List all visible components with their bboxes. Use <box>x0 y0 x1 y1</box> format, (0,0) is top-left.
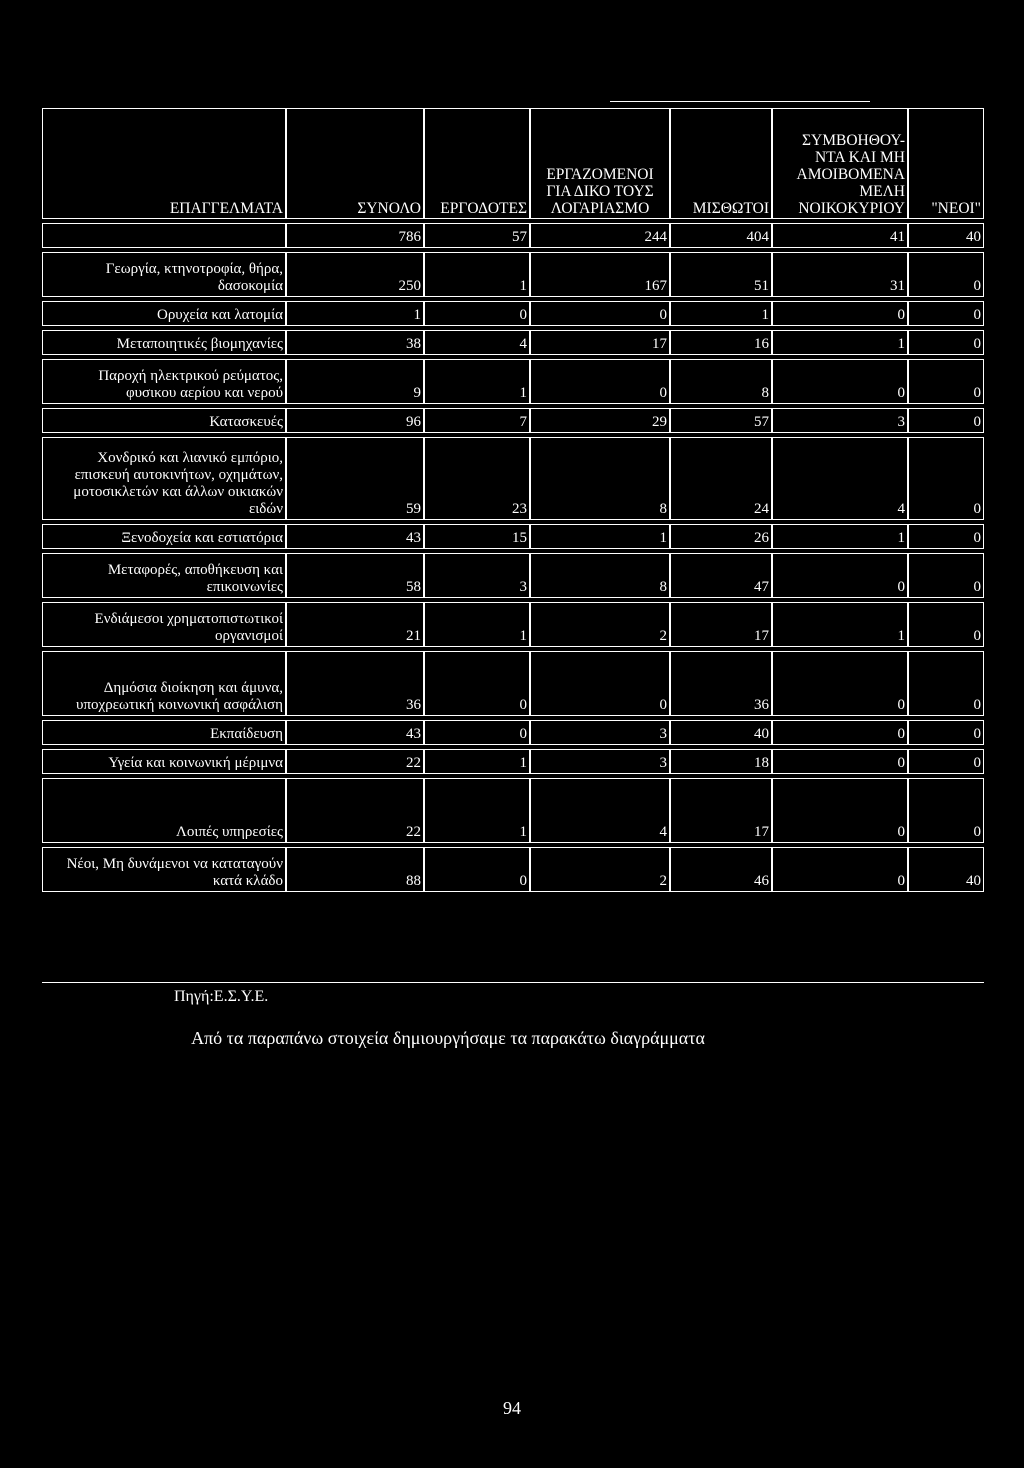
cell-family: 0 <box>772 720 908 745</box>
cell-employers: 1 <box>424 602 530 647</box>
cell-label: Μεταποιητικές βιομηχανίες <box>42 330 286 355</box>
cell-salaried: 16 <box>670 330 772 355</box>
cell-label: Ορυχεία και λατομία <box>42 301 286 326</box>
cell-total: 43 <box>286 720 424 745</box>
table-row <box>42 301 984 326</box>
cell-total: 96 <box>286 408 424 433</box>
header-self-employed: ΕΡΓΑΖΟΜΕΝΟΙ ΓΙΑ ΔΙΚΟ ΤΟΥΣ ΛΟΓΑΡΙΑΣΜΟ <box>530 108 670 219</box>
header-employers: ΕΡΓΟΔΟΤΕΣ <box>424 108 530 219</box>
cell-employers: 1 <box>424 252 530 297</box>
cell-salaried: 24 <box>670 437 772 520</box>
cell-new: 0 <box>908 602 984 647</box>
page-number: 94 <box>503 1398 521 1418</box>
cell-employers: 0 <box>424 847 530 892</box>
header-salaried: ΜΙΣΘΩΤΟΙ <box>670 108 772 219</box>
cell-employers: 3 <box>424 553 530 598</box>
totals-salaried: 404 <box>670 223 772 248</box>
cell-self-employed: 0 <box>530 301 670 326</box>
cell-new: 0 <box>908 720 984 745</box>
cell-family: 0 <box>772 847 908 892</box>
table-row <box>42 651 984 716</box>
cell-self-employed: 4 <box>530 778 670 843</box>
cell-family: 0 <box>772 651 908 716</box>
table-row <box>42 720 984 745</box>
table-row <box>42 749 984 774</box>
cell-salaried: 17 <box>670 602 772 647</box>
cell-employers: 0 <box>424 301 530 326</box>
cell-family: 0 <box>772 301 908 326</box>
cell-label: Παροχή ηλεκτρικού ρεύματος, φυσικου αερίου και νερού <box>42 359 286 404</box>
cell-label: Δημόσια διοίκηση και άμυνα, υποχρεωτική κοινωνική ασφάλιση <box>42 651 286 716</box>
cell-new: 0 <box>908 651 984 716</box>
cell-salaried: 8 <box>670 359 772 404</box>
cell-employers: 4 <box>424 330 530 355</box>
totals-self-employed: 244 <box>530 223 670 248</box>
cell-total: 59 <box>286 437 424 520</box>
cell-total: 58 <box>286 553 424 598</box>
cell-total: 250 <box>286 252 424 297</box>
cell-self-employed: 0 <box>530 359 670 404</box>
totals-total: 786 <box>286 223 424 248</box>
cell-label: Ξενοδοχεία και εστιατόρια <box>42 524 286 549</box>
cell-self-employed: 2 <box>530 602 670 647</box>
cell-self-employed: 29 <box>530 408 670 433</box>
totals-new: 40 <box>908 223 984 248</box>
cell-new: 0 <box>908 437 984 520</box>
cell-total: 22 <box>286 749 424 774</box>
bottom-rule <box>42 982 984 983</box>
cell-new: 0 <box>908 778 984 843</box>
table-row <box>42 330 984 355</box>
cell-new: 0 <box>908 330 984 355</box>
cell-self-employed: 8 <box>530 437 670 520</box>
cell-new: 0 <box>908 524 984 549</box>
cell-salaried: 40 <box>670 720 772 745</box>
cell-salaried: 47 <box>670 553 772 598</box>
cell-label: Ενδιάμεσοι χρηματοπιστωτικοί οργανισμοί <box>42 602 286 647</box>
cell-label: Λοιπές υπηρεσίες <box>42 778 286 843</box>
cell-family: 0 <box>772 359 908 404</box>
table-row <box>42 553 984 598</box>
cell-label: Μεταφορές, αποθήκευση και επικοινωνίες <box>42 553 286 598</box>
cell-salaried: 57 <box>670 408 772 433</box>
caption-text <box>0 1028 896 1049</box>
cell-employers: 1 <box>424 778 530 843</box>
cell-family: 0 <box>772 553 908 598</box>
cell-family: 0 <box>772 778 908 843</box>
cell-family: 3 <box>772 408 908 433</box>
cell-salaried: 51 <box>670 252 772 297</box>
header-new: "ΝΕΟΙ" <box>908 108 984 219</box>
cell-employers: 1 <box>424 359 530 404</box>
cell-self-employed: 1 <box>530 524 670 549</box>
cell-salaried: 17 <box>670 778 772 843</box>
table-row <box>42 524 984 549</box>
cell-total: 88 <box>286 847 424 892</box>
totals-family: 41 <box>772 223 908 248</box>
cell-new: 40 <box>908 847 984 892</box>
header-total: ΣΥΝΟΛΟ <box>286 108 424 219</box>
cell-employers: 23 <box>424 437 530 520</box>
cell-family: 4 <box>772 437 908 520</box>
cell-family: 1 <box>772 330 908 355</box>
top-rule <box>610 101 870 102</box>
cell-total: 1 <box>286 301 424 326</box>
cell-salaried: 26 <box>670 524 772 549</box>
cell-family: 31 <box>772 252 908 297</box>
cell-family: 1 <box>772 602 908 647</box>
cell-new: 0 <box>908 301 984 326</box>
header-occupation: ΕΠΑΓΓΕΛΜΑΤΑ <box>42 108 286 219</box>
cell-total: 38 <box>286 330 424 355</box>
cell-new: 0 <box>908 359 984 404</box>
totals-row <box>42 223 984 248</box>
cell-self-employed: 167 <box>530 252 670 297</box>
cell-self-employed: 8 <box>530 553 670 598</box>
cell-new: 0 <box>908 252 984 297</box>
cell-label: Υγεία και κοινωνική μέριμνα <box>42 749 286 774</box>
cell-label: Γεωργία, κτηνοτροφία, θήρα, δασοκομία <box>42 252 286 297</box>
cell-new: 0 <box>908 408 984 433</box>
totals-label <box>42 223 286 248</box>
table-row <box>42 778 984 843</box>
table-row <box>42 359 984 404</box>
cell-salaried: 46 <box>670 847 772 892</box>
header-row <box>42 108 984 219</box>
cell-total: 36 <box>286 651 424 716</box>
cell-employers: 0 <box>424 651 530 716</box>
cell-total: 22 <box>286 778 424 843</box>
cell-label: Κατασκευές <box>42 408 286 433</box>
cell-salaried: 18 <box>670 749 772 774</box>
cell-salaried: 36 <box>670 651 772 716</box>
cell-employers: 0 <box>424 720 530 745</box>
cell-self-employed: 3 <box>530 749 670 774</box>
cell-employers: 15 <box>424 524 530 549</box>
table-row <box>42 252 984 297</box>
totals-employers: 57 <box>424 223 530 248</box>
cell-salaried: 1 <box>670 301 772 326</box>
table-row <box>42 602 984 647</box>
source-note: Πηγή:Ε.Σ.Υ.Ε. <box>174 988 269 1005</box>
cell-family: 0 <box>772 749 908 774</box>
header-family-members: ΣΥΜΒΟΗΘΟΥ- ΝΤΑ ΚΑΙ ΜΗ ΑΜΟΙΒΟΜΕΝΑ ΜΕΛΗ ΝΟΙΚΟΚΥΡΙΟΥ <box>772 108 908 219</box>
cell-total: 21 <box>286 602 424 647</box>
caption-label: Από τα παραπάνω στοιχεία δημιουργήσαμε τα παρακάτω διαγράμματα <box>191 1028 705 1048</box>
cell-total: 43 <box>286 524 424 549</box>
table-body <box>42 252 984 892</box>
cell-label: Νέοι, Μη δυνάμενοι να καταταγούν κατά κλάδο <box>42 847 286 892</box>
cell-employers: 1 <box>424 749 530 774</box>
cell-family: 1 <box>772 524 908 549</box>
cell-self-employed: 17 <box>530 330 670 355</box>
cell-self-employed: 2 <box>530 847 670 892</box>
table-row <box>42 847 984 892</box>
occupation-stats-table <box>42 104 984 896</box>
cell-label: Χονδρικό και λιανικό εμπόριο, επισκευή αυτοκινήτων, οχημάτων, μοτοσικλετών και άλλων οικιακών ειδών <box>42 437 286 520</box>
table-row <box>42 408 984 433</box>
cell-new: 0 <box>908 553 984 598</box>
cell-self-employed: 0 <box>530 651 670 716</box>
table-row <box>42 437 984 520</box>
cell-self-employed: 3 <box>530 720 670 745</box>
cell-employers: 7 <box>424 408 530 433</box>
cell-new: 0 <box>908 749 984 774</box>
cell-label: Εκπαίδευση <box>42 720 286 745</box>
cell-total: 9 <box>286 359 424 404</box>
